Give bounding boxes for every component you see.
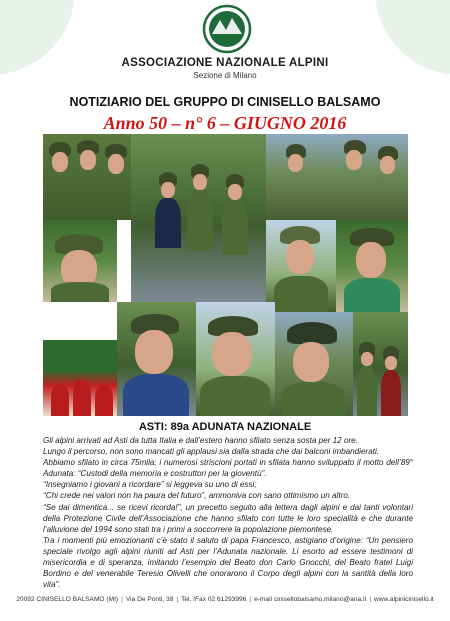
article-paragraph: Abbiamo sfilato in circa 75mila; i numerosi striscioni portati in sfilata hanno sviluppato il motto dell’89° Adunata: “Custodi della memoria e costruttori per la gioventù”. [43,458,413,479]
photo-portrait-mustache [275,312,353,416]
article-body [43,435,413,590]
article-paragraph: Tra i momenti più emozionanti c’è stato il saluto di papa Francesco, astigiano d’origine: “Un pensiero speciale rivolgo agli alpini riuniti ad Asti per l’Adunata nazionale. Li esorto ad essere testimoni di misericordia e di speranza, imitando l’esempio del Beato don Carlo Gnocchi, del Beato fratel Luigi Bordino e del venerabile Teresio Olivelli che onorarono il Corpo degli alpini con la santità della loro vita”. [43,535,413,590]
photo-group-center [131,134,266,302]
photo-group-left [43,134,131,220]
footer-email[interactable]: e-mail cinisellobalsamo.milano@ana.it [254,596,367,603]
article-paragraph: “Chi crede nei valori non ha paura del futuro”, ammoniva con sano ottimismo un altro. [43,491,351,501]
org-section: Sezione di Milano [193,71,257,80]
footer-street: Via De Ponti, 38 [125,596,174,603]
newsletter-headline: NOTIZIARIO DEL GRUPPO DI CINISELLO BALSAMO [69,95,381,109]
photo-flags [43,340,117,416]
photo-portrait-cap [117,302,196,416]
ana-logo [202,4,252,54]
article-paragraph: Lungo il percorso, non sono mancati gli applausi sia dalla strada che dai balconi imbandierati. [43,447,380,457]
footer-address: 20092 CINISELLO BALSAMO (MI) [16,596,119,603]
article-paragraph: “Se dai dimentica... se ricevi ricorda!”, un precetto seguito alla lettera dagli alpini e dai tanti volontari della Protezione Civile dell’Associazione che hanno sfilato con tutte le loro specialità e che durante l’alluvione del 1994 sono stati tra i primi a soccorrere la popolazione piemontese. [43,502,413,534]
article-paragraph: Gli alpini arrivati ad Asti da tutta Italia e dall’estero hanno sfilato senza sosta per 12 ore. [43,436,358,445]
photo-portrait-glasses [43,220,117,302]
article-title: ASTI: 89a ADUNATA NAZIONALE [138,421,312,433]
photo-portrait-smiling [336,220,408,312]
footer: 20092 CINISELLO BALSAMO (MI) | Via De Ponti, 38 | Tel. /Fax 02 61293996 | e-mail cinisellobalsamo.milano@ana.it | www.alpinicinisello.it [16,596,434,603]
photo-group-right [266,134,408,220]
footer-phone: Tel. /Fax 02 61293996 [181,596,247,603]
photo-parade [353,312,408,416]
issue-line: Anno 50 – n° 6 – GIUGNO 2016 [103,113,347,133]
footer-website[interactable]: www.alpinicinisello.it [374,596,434,603]
org-name: ASSOCIAZIONE NAZIONALE ALPINI [121,57,329,69]
photo-portrait-sunglasses [266,220,336,312]
photo-portrait-feather [196,302,275,416]
article-paragraph: “Insegniamo i giovani a ricordare” si leggeva su uno di essi; [43,480,257,490]
